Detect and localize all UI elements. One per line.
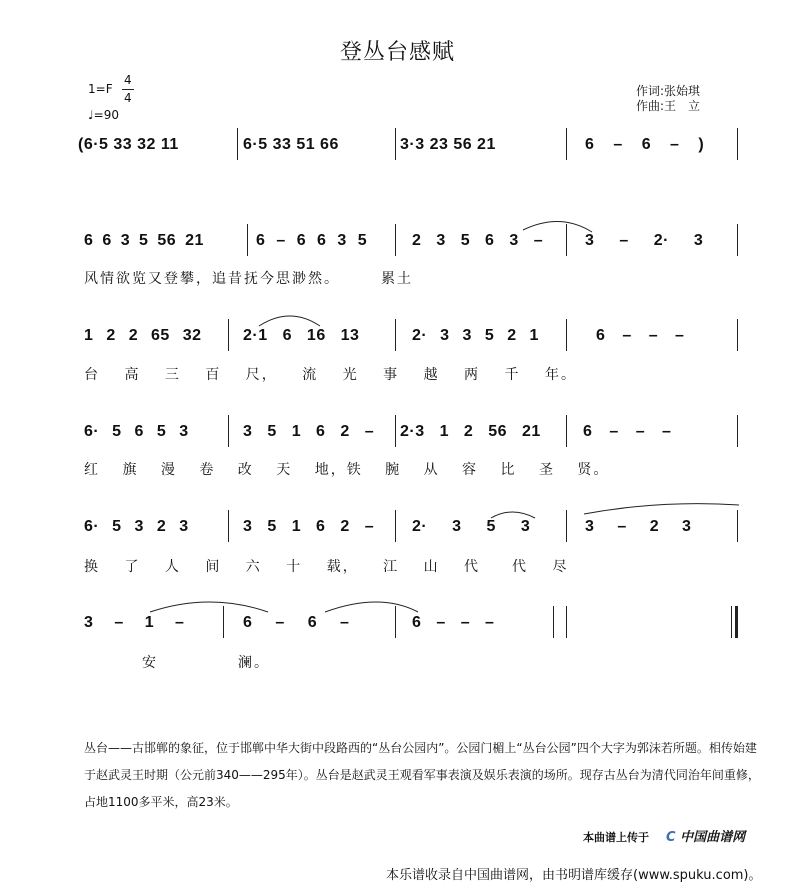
- tempo-marking: ♩=90: [88, 108, 119, 122]
- measure: 3 – 1 –: [84, 614, 185, 631]
- lyrics-line: 风情欲览又登攀，追昔抚今思渺然。 累土: [84, 271, 413, 287]
- key-signature: 1=F: [88, 82, 113, 96]
- measure: 2·3 1 2 56 21: [400, 423, 541, 440]
- measure: 2 3 5 6 3 –: [412, 232, 544, 249]
- slur: [491, 512, 535, 518]
- lyrics-line: 红 旗 漫 卷 改 天 地，铁 腕 从 容 比 圣 贤。: [84, 462, 610, 478]
- measure: 6 – 6 6 3 5: [256, 232, 368, 249]
- logo-text: 中国曲谱网: [680, 830, 746, 845]
- slur: [523, 221, 592, 232]
- slur: [150, 602, 268, 612]
- measure: 6· 5 6 5 3: [84, 423, 189, 440]
- measure: 6 – – –: [412, 614, 495, 631]
- upload-label: 本曲谱上传于: [583, 831, 649, 844]
- lyrics-line: 换 了 人 间 六 十 载， 江 山 代 代 尽: [84, 559, 569, 575]
- measure: 3 – 2 3: [585, 518, 692, 535]
- time-signature-bottom: 4: [124, 91, 132, 105]
- logo-c-icon: C: [666, 830, 676, 845]
- measure: (6·5 33 32 11: [78, 136, 179, 153]
- composer-credit: 作曲:王 立: [636, 99, 701, 113]
- measure: 3·3 23 56 21: [400, 136, 496, 153]
- footer-note: 本乐谱收录自中国曲谱网，由书明谱库缓存(www.spuku.com)。: [386, 868, 762, 883]
- song-description: 丛台——古邯郸的象征，位于邯郸中华大街中段路西的“丛台公园内”。公园门楣上“丛台公园”四个大字为郭沫若所题。相传始建于赵武灵王时期（公元前340——295年）。丛台是赵武灵王观看军事表演及娱乐表演的场所。现存古丛台为清代同治年间重修，占地1100多平米，高23米。: [84, 741, 760, 809]
- slur: [584, 504, 739, 514]
- measure: 3 5 1 6 2 –: [243, 518, 375, 535]
- measure: 2· 3 3 5 2 1: [412, 327, 539, 344]
- measure: 6 – 6 – ): [585, 136, 705, 153]
- lyricist-credit: 作词:张始琪: [636, 84, 701, 98]
- page-title: 登丛台感赋: [339, 40, 455, 65]
- lyrics-line: 安 澜。: [142, 655, 270, 671]
- measure: 6 6 3 5 56 21: [84, 232, 204, 249]
- measure: 2· 3 5 3: [412, 518, 531, 535]
- slur: [259, 316, 320, 326]
- slur: [325, 602, 418, 612]
- lyrics-line: 台 高 三 百 尺， 流 光 事 越 两 千 年。: [84, 367, 577, 383]
- measure: 6 – 6 –: [243, 614, 350, 631]
- time-signature-top: 4: [124, 73, 132, 87]
- measure: 6·5 33 51 66: [243, 136, 339, 153]
- measure: 3 – 2· 3: [585, 232, 704, 249]
- site-logo[interactable]: [666, 826, 745, 845]
- measure: 6 – – –: [596, 327, 685, 344]
- measure: 3 5 1 6 2 –: [243, 423, 375, 440]
- measure: 6· 5 3 2 3: [84, 518, 189, 535]
- measure: 6 – – –: [583, 423, 672, 440]
- measure: 1 2 2 65 32: [84, 327, 202, 344]
- measure: 2·1 6 16 13: [243, 327, 360, 344]
